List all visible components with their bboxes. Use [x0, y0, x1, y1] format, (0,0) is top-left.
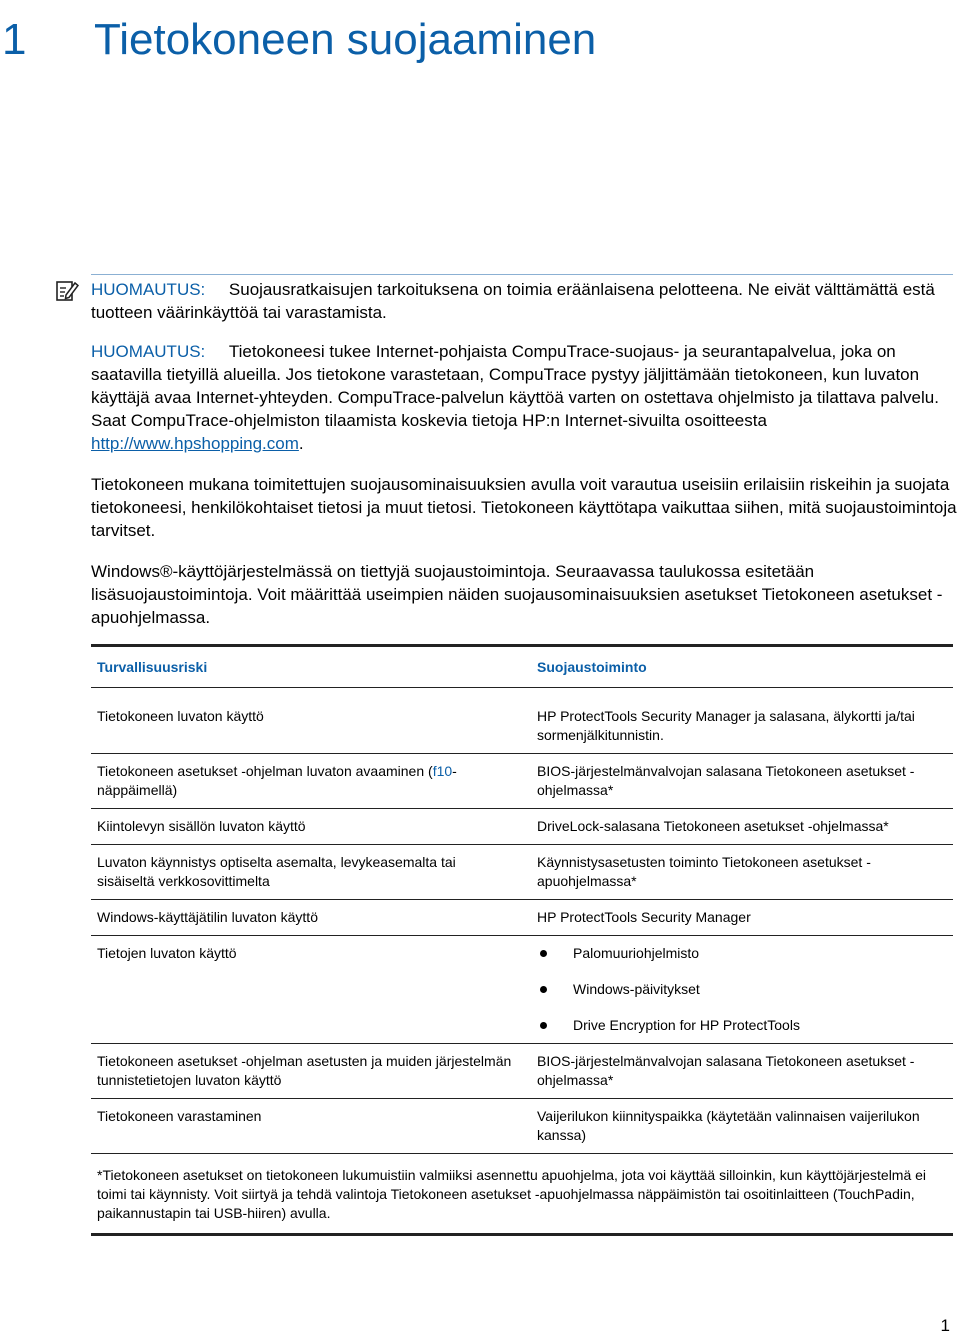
risk-cell: Tietojen luvaton käyttö [91, 936, 531, 1044]
chapter-number: 1 [2, 15, 27, 64]
risk-cell [91, 754, 531, 809]
risk-cell: Windows-käyttäjätilin luvaton käyttö [91, 900, 531, 936]
column-header-risk: Turvallisuusriski [91, 646, 531, 688]
feature-list [537, 944, 947, 1035]
table-row [91, 1044, 953, 1099]
note-label: HUOMAUTUS: [91, 342, 206, 361]
feature-cell: Vaijerilukon kiinnityspaikka (käytetään valinnaisen vaijerilukon kanssa) [531, 1099, 953, 1154]
feature-cell: HP ProtectTools Security Manager [531, 900, 953, 936]
list-item: Windows-päivitykset [537, 980, 947, 999]
list-item: Drive Encryption for HP ProtectTools [537, 1016, 947, 1035]
note-text: Tietokoneesi tukee Internet-pohjaista CompuTrace-suojaus- ja seurantapalvelua, joka on saatavilla tietyillä alueilla. Jos tietokone varastetaan, CompuTrace pystyy jäljittämään tietokoneen, kun luvaton käyttäjä avaa Internet-yhteyden. CompuTrace-palvelun käyttöä varten on ostettava ohjelmisto ja tilattava palvelu. Saat CompuTrace-ohjelmiston tilaamista koskevia tietoja HP:n Internet-sivuilta osoitteesta [91, 342, 939, 430]
feature-cell: BIOS-järjestelmänvalvojan salasana Tietokoneen asetukset -ohjelmassa* [531, 754, 953, 809]
windows-paragraph: Windows®-käyttöjärjestelmässä on tiettyjä suojaustoimintoja. Seuraavassa taulukossa esitetään lisäsuojaustoimintoja. Voit määrittää useimpien näiden suojausominaisuuksien asetukset Tietokoneen asetukset -apuohjelmassa. [91, 562, 943, 627]
risk-text-end: -näppäimellä) [97, 763, 457, 798]
table-row [91, 688, 953, 754]
page-number: 1 [940, 1316, 950, 1335]
feature-cell: HP ProtectTools Security Manager ja salasana, älykortti ja/tai sormenjälkitunnistin. [531, 688, 953, 754]
column-header-feature: Suojaustoiminto [531, 646, 953, 688]
table-row [91, 900, 953, 936]
chapter-title-text: Tietokoneen suojaaminen [94, 15, 597, 64]
f10-key: f10 [432, 763, 453, 779]
risk-cell: Tietokoneen luvaton käyttö [91, 688, 531, 754]
table-row [91, 845, 953, 900]
note-text-end: . [298, 434, 304, 453]
note-callout [91, 274, 953, 324]
list-item: Palomuuriohjelmisto [537, 944, 947, 963]
risk-text: Tietokoneen asetukset -ohjelman luvaton avaaminen ( [97, 763, 433, 779]
table-row [91, 1099, 953, 1154]
risk-cell: Luvaton käynnistys optiselta asemalta, levykeasemalta tai sisäiseltä verkkosovittimelta [91, 845, 531, 900]
feature-cell: Käynnistysasetusten toiminto Tietokoneen asetukset -apuohjelmassa* [531, 845, 953, 900]
chapter-title [0, 14, 596, 66]
feature-cell: BIOS-järjestelmänvalvojan salasana Tietokoneen asetukset -ohjelmassa* [531, 1044, 953, 1099]
note-text: Suojausratkaisujen tarkoituksena on toimia eräänlaisena pelotteena. Ne eivät välttämättä estä tuotteen väärinkäyttöä tai varastamista. [91, 280, 935, 322]
table-footnote-row [91, 1154, 953, 1235]
note-pencil-icon [55, 278, 79, 302]
risk-cell: Tietokoneen asetukset -ohjelman asetusten ja muiden järjestelmän tunnistetietojen luvaton käyttö [91, 1044, 531, 1099]
feature-cell: DriveLock-salasana Tietokoneen asetukset -ohjelmassa* [531, 809, 953, 845]
risk-cell: Kiintolevyn sisällön luvaton käyttö [91, 809, 531, 845]
intro-paragraph: Tietokoneen mukana toimitettujen suojausominaisuuksien avulla voit varautua useisiin erilaisiin riskeihin ja suojata tietokoneesi, henkilökohtaiset tietosi ja muut tietosi. Tietokoneen käyttötapa vaikuttaa siihen, mitä suojaustoimintoja tarvitset. [91, 475, 957, 540]
table-row [91, 809, 953, 845]
note-label: HUOMAUTUS: [91, 280, 206, 299]
feature-cell [531, 936, 953, 1044]
hpshopping-link[interactable]: http://www.hpshopping.com [91, 434, 299, 453]
security-table [91, 644, 953, 1236]
risk-cell: Tietokoneen varastaminen [91, 1099, 531, 1154]
table-row [91, 936, 953, 1044]
table-footnote: *Tietokoneen asetukset on tietokoneen lukumuistiin valmiiksi asennettu apuohjelma, jota voi käyttää silloinkin, kun käyttöjärjestelmä ei toimi tai käynnisty. Voit siirtyä ja tehdä valintoja Tietokoneen asetukset -apuohjelmassa näppäimistön tai osoitinlaitteen (TouchPadin, paikannustapin tai USB-hiiren) avulla. [91, 1154, 953, 1235]
note-paragraph [91, 340, 957, 455]
table-header-row [91, 646, 953, 688]
table-row [91, 754, 953, 809]
